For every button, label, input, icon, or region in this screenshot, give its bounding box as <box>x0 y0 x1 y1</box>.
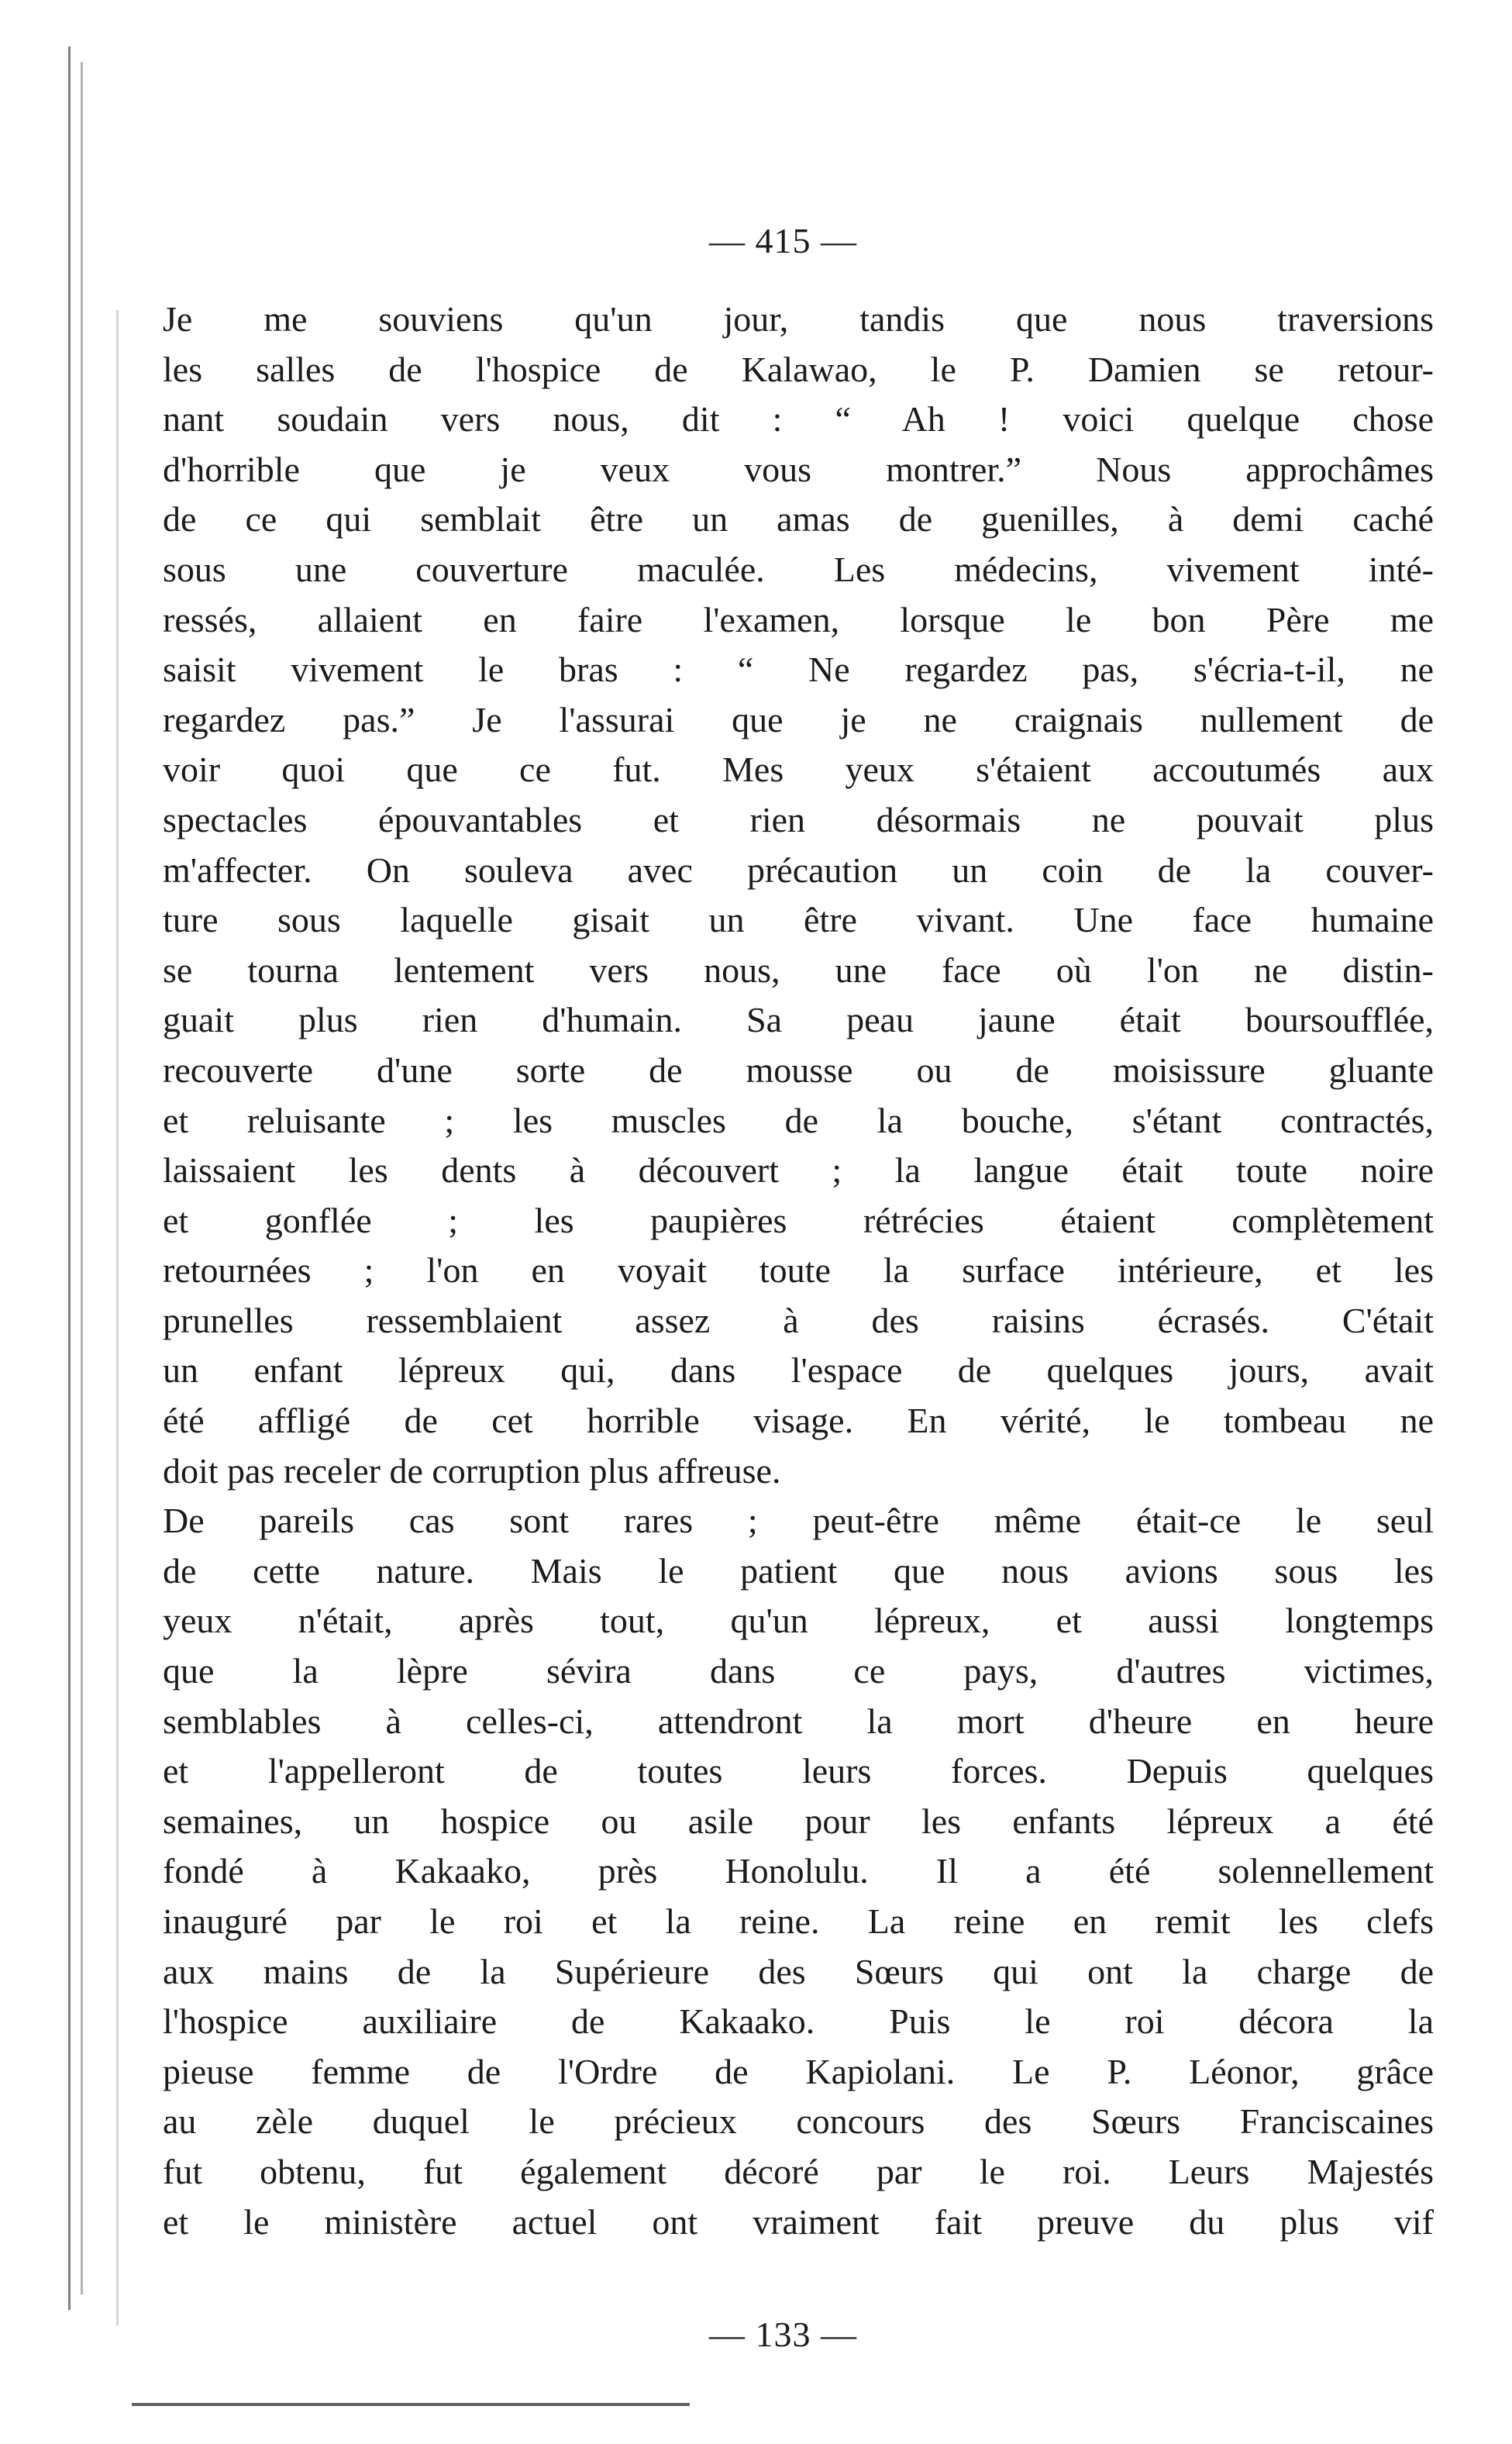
text-line: inauguré par le roi et la reine. La reine en remit les clefs <box>163 1901 1434 1941</box>
text-line: de ce qui semblait être un amas de guenilles, à demi caché <box>163 499 1434 539</box>
body-text <box>163 295 1434 2247</box>
text-line: sous une couverture maculée. Les médecins, vivement inté- <box>163 549 1434 589</box>
text-line: m'affecter. On souleva avec précaution un coin de la couver- <box>163 850 1434 890</box>
text-line: que la lèpre sévira dans ce pays, d'autres victimes, <box>163 1651 1434 1691</box>
paragraph <box>163 295 1434 1496</box>
text-line: prunelles ressemblaient assez à des raisins écrasés. C'était <box>163 1300 1434 1340</box>
text-line: spectacles épouvantables et rien désormais ne pouvait plus <box>163 799 1434 839</box>
text-line: et l'appelleront de toutes leurs forces. Depuis quelques <box>163 1751 1434 1791</box>
text-line: aux mains de la Supérieure des Sœurs qui ont la charge de <box>163 1951 1434 1991</box>
signature-mark: — 133 — <box>709 2315 857 2354</box>
text-line: semaines, un hospice ou asile pour les enfants lépreux a été <box>163 1801 1434 1841</box>
text-line: regardez pas.” Je l'assurai que je ne craignais nullement de <box>163 699 1434 739</box>
text-line: saisit vivement le bras : “ Ne regardez pas, s'écria-t-il, ne <box>163 650 1434 690</box>
page-number: — 415 — <box>709 221 857 260</box>
text-line: voir quoi que ce fut. Mes yeux s'étaient accoutumés aux <box>163 750 1434 790</box>
binding-edge-shadow <box>68 47 73 2310</box>
paragraph <box>163 1496 1434 2247</box>
text-line: et le ministère actuel ont vraiment fait preuve du plus vif <box>163 2201 1434 2242</box>
text-line: d'horrible que je veux vous montrer.” Nous approchâmes <box>163 449 1434 489</box>
text-line: ture sous laquelle gisait un être vivant. Une face humaine <box>163 900 1434 940</box>
text-line: l'hospice auxiliaire de Kakaako. Puis le roi décora la <box>163 2001 1434 2042</box>
text-line: Je me souviens qu'un jour, tandis que nous traversions <box>163 299 1434 339</box>
text-line: fut obtenu, fut également décoré par le roi. Leurs Majestés <box>163 2151 1434 2191</box>
text-line: au zèle duquel le précieux concours des Sœurs Franciscaines <box>163 2101 1434 2142</box>
text-line: recouverte d'une sorte de mousse ou de moisissure gluante <box>163 1050 1434 1090</box>
text-line: les salles de l'hospice de Kalawao, le P. Damien se retour- <box>163 349 1434 389</box>
binding-edge-shadow-far <box>116 310 119 2325</box>
text-line: un enfant lépreux qui, dans l'espace de quelques jours, avait <box>163 1350 1434 1391</box>
text-line: guait plus rien d'humain. Sa peau jaune était boursoufflée, <box>163 1000 1434 1040</box>
text-line: semblables à celles-ci, attendront la mort d'heure en heure <box>163 1701 1434 1741</box>
text-line: ressés, allaient en faire l'examen, lorsque le bon Père me <box>163 599 1434 639</box>
text-line: De pareils cas sont rares ; peut-être même était-ce le seul <box>163 1501 1434 1541</box>
text-line: doit pas receler de corruption plus affreuse. <box>163 1450 781 1491</box>
text-line: laissaient les dents à découvert ; la langue était toute noire <box>163 1150 1434 1191</box>
text-line: de cette nature. Mais le patient que nous avions sous les <box>163 1550 1434 1591</box>
text-line: été affligé de cet horrible visage. En vérité, le tombeau ne <box>163 1401 1434 1441</box>
text-line: yeux n'était, après tout, qu'un lépreux, et aussi longtemps <box>163 1601 1434 1641</box>
text-line: et gonflée ; les paupières rétrécies étaient complètement <box>163 1200 1434 1240</box>
text-line: fondé à Kakaako, près Honolulu. Il a été solennellement <box>163 1851 1434 1891</box>
text-line: retournées ; l'on en voyait toute la surface intérieure, et les <box>163 1250 1434 1291</box>
text-line: se tourna lentement vers nous, une face où l'on ne distin- <box>163 950 1434 990</box>
text-line: et reluisante ; les muscles de la bouche, s'étant contractés, <box>163 1100 1434 1140</box>
text-line: nant soudain vers nous, dit : “ Ah ! voici quelque chose <box>163 399 1434 440</box>
bottom-rule <box>132 2403 690 2406</box>
text-line: pieuse femme de l'Ordre de Kapiolani. Le P. Léonor, grâce <box>163 2051 1434 2091</box>
binding-edge-shadow-inner <box>81 62 84 2294</box>
